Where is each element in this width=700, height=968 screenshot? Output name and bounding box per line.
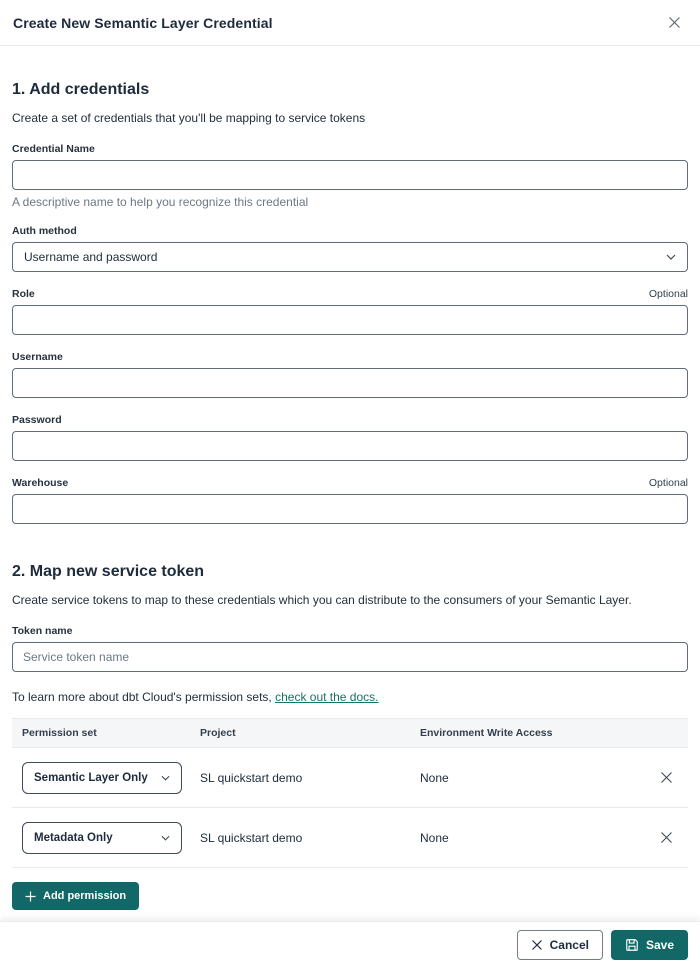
add-permission-button[interactable] xyxy=(12,882,139,910)
username-label: Username xyxy=(12,351,63,363)
permission-set-selected-value: Semantic Layer Only xyxy=(34,771,148,784)
section1-heading: 1. Add credentials xyxy=(12,81,150,98)
section2-heading: 2. Map new service token xyxy=(12,563,205,580)
column-header-permission-set: Permission set xyxy=(22,727,97,739)
docs-link[interactable]: check out the docs. xyxy=(275,690,379,704)
username-field-group xyxy=(12,351,688,398)
close-icon xyxy=(667,15,682,30)
warehouse-label: Warehouse xyxy=(12,477,69,489)
modal-title: Create New Semantic Layer Credential xyxy=(13,14,273,31)
auth-method-field-group xyxy=(12,225,688,272)
token-name-input[interactable] xyxy=(12,642,688,672)
credential-name-input[interactable] xyxy=(12,160,688,190)
username-input[interactable] xyxy=(12,368,688,398)
column-header-environment-write-access: Environment Write Access xyxy=(420,727,553,739)
role-input[interactable] xyxy=(12,305,688,335)
docs-text: To learn more about dbt Cloud's permission sets, xyxy=(12,690,276,704)
role-optional-badge: Optional xyxy=(648,288,688,300)
chevron-down-icon xyxy=(161,835,170,841)
modal-footer xyxy=(0,921,700,968)
save-label: Save xyxy=(645,938,674,952)
remove-permission-button[interactable] xyxy=(644,767,688,788)
remove-icon xyxy=(660,771,673,784)
cancel-button[interactable] xyxy=(517,930,603,960)
warehouse-input[interactable] xyxy=(12,494,688,524)
permission-table-header xyxy=(12,718,688,748)
permission-set-selected-value: Metadata Only xyxy=(34,831,113,844)
token-name-field-group xyxy=(12,625,688,672)
permission-table xyxy=(12,718,688,868)
section1-description: Create a set of credentials that you'll be mapping to service tokens xyxy=(12,111,366,125)
role-label: Role xyxy=(12,288,35,300)
warehouse-field-group xyxy=(12,477,688,524)
credential-name-field-group xyxy=(12,143,688,209)
column-header-project: Project xyxy=(200,727,236,739)
environment-write-access-cell: None xyxy=(420,830,449,845)
save-disk-icon xyxy=(625,938,639,952)
password-field-group xyxy=(12,414,688,461)
role-field-group xyxy=(12,288,688,335)
modal-header xyxy=(0,0,700,46)
cancel-label: Cancel xyxy=(549,938,589,952)
permission-set-select[interactable] xyxy=(22,762,182,794)
remove-permission-button[interactable] xyxy=(644,827,688,848)
permission-row xyxy=(12,808,688,868)
section2-description: Create service tokens to map to these credentials which you can distribute to the consumers of your Semantic Layer. xyxy=(12,593,632,607)
permission-row xyxy=(12,748,688,808)
add-permission-label: Add permission xyxy=(43,890,127,902)
close-button[interactable] xyxy=(665,13,684,32)
plus-icon xyxy=(25,891,36,902)
warehouse-optional-badge: Optional xyxy=(648,477,688,489)
credential-name-helper: A descriptive name to help you recognize this credential xyxy=(12,195,309,209)
password-input[interactable] xyxy=(12,431,688,461)
permission-set-select[interactable] xyxy=(22,822,182,854)
section-map-service-token xyxy=(12,562,688,910)
chevron-down-icon xyxy=(161,775,170,781)
remove-icon xyxy=(660,831,673,844)
password-label: Password xyxy=(12,414,62,426)
docs-line xyxy=(12,690,688,704)
auth-method-select[interactable] xyxy=(12,242,688,272)
save-button[interactable] xyxy=(611,930,688,960)
cancel-x-icon xyxy=(531,939,543,951)
token-name-label: Token name xyxy=(12,625,73,637)
chevron-down-icon xyxy=(666,254,676,260)
credential-name-label: Credential Name xyxy=(12,143,95,155)
project-cell: SL quickstart demo xyxy=(200,770,303,785)
auth-method-label: Auth method xyxy=(12,225,77,237)
auth-method-selected-value: Username and password xyxy=(24,250,158,264)
modal-body xyxy=(0,80,700,910)
section-add-credentials xyxy=(12,80,688,524)
project-cell: SL quickstart demo xyxy=(200,830,303,845)
environment-write-access-cell: None xyxy=(420,770,449,785)
